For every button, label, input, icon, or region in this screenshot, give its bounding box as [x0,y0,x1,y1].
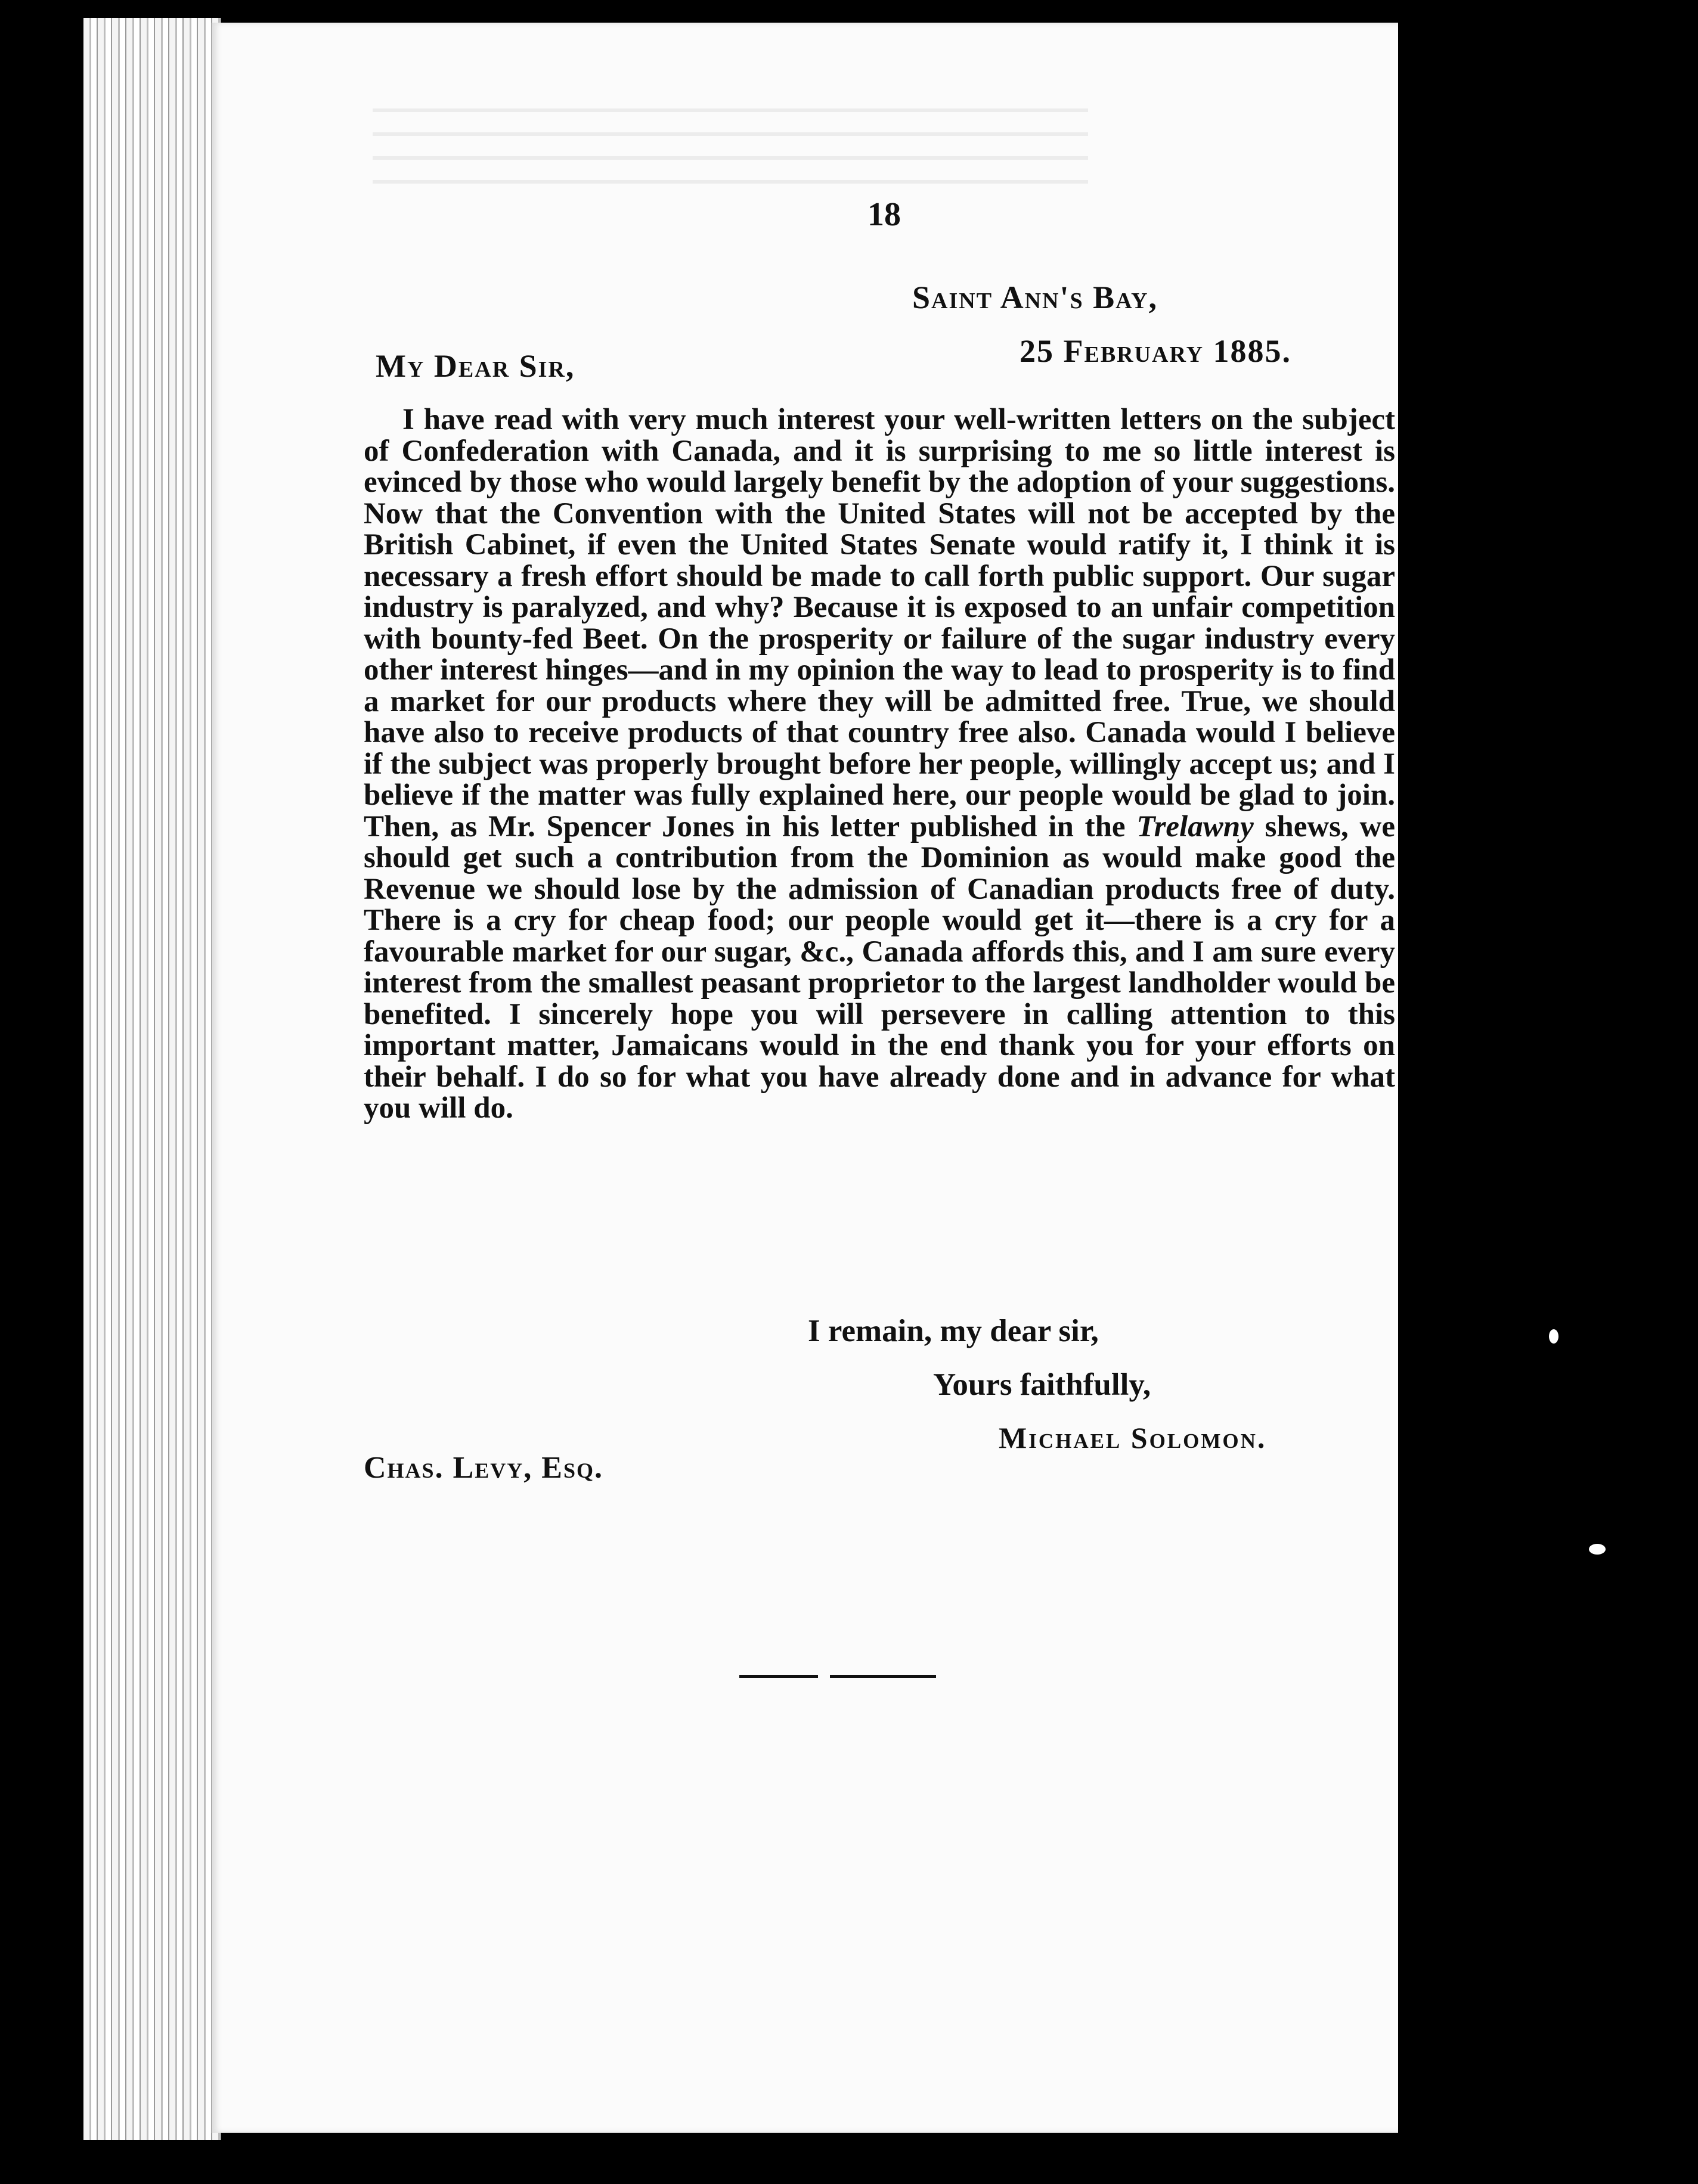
letter-signature: Michael Solomon. [999,1421,1267,1454]
letter-salutation: My Dear Sir, [376,348,575,384]
letter-addressee: Chas. Levy, Esq. [364,1451,603,1485]
section-divider-rule [739,1675,936,1678]
newspaper-title: Trelawny [1136,809,1254,843]
letter-date: 25 February 1885. [1020,333,1292,369]
bleed-through-text [373,94,1088,184]
page-number: 18 [867,196,901,233]
letter-place: Saint Ann's Bay, [912,280,1158,315]
letter-body [364,404,1395,1124]
closing-line-2: Yours faithfully, [933,1367,1151,1402]
letter-body-part-2: shews, we should get such a contribution from the Dominion as would make good the Revenue we should lose by the admission of Canadian products free of duty. There is a cry for cheap food; our people would get it—there is a cry for a favourable market for our sugar, &c., Canada affords this, and I am sure every interest from the smallest peasant proprietor to the largest landholder would be benefited. I sincerely hope you will persevere in calling attention to this important matter, Jamaicans would in the end thank you for your efforts on their behalf. I do so for what you have already done and in advance for what you will do. [364,809,1395,1125]
scan-speck [1589,1544,1606,1555]
scan-speck [1549,1329,1558,1344]
book-page [212,23,1398,2133]
closing-line-1: I remain, my dear sir, [808,1314,1099,1348]
book-page-edges [83,18,221,2140]
letter-body-part-1: I have read with very much interest your well-written letters on the subject of Confederation with Canada, and it is surprising to me so little interest is evinced by those who would largely benefit by the adoption of your suggestions. Now that the Convention with the United States will not be accepted by the British Cabinet, if even the United States Senate would ratify it, I think it is necessary a fresh effort should be made to call forth public support. Our sugar industry is paralyzed, and why? Because it is exposed to an unfair competition with bounty-fed Beet. On the prosperity or failure of the sugar industry every other interest hinges—and in my opinion the way to lead to prosperity is to find a market for our products where they will be admitted free. True, we should have also to receive products of that country free also. Canada would I believe if the subject was properly brought before her people, willingly accept us; and I believe if the matter was fully explained here, our people would be glad to join. Then, as Mr. Spencer Jones in his letter published in the [364,403,1395,843]
